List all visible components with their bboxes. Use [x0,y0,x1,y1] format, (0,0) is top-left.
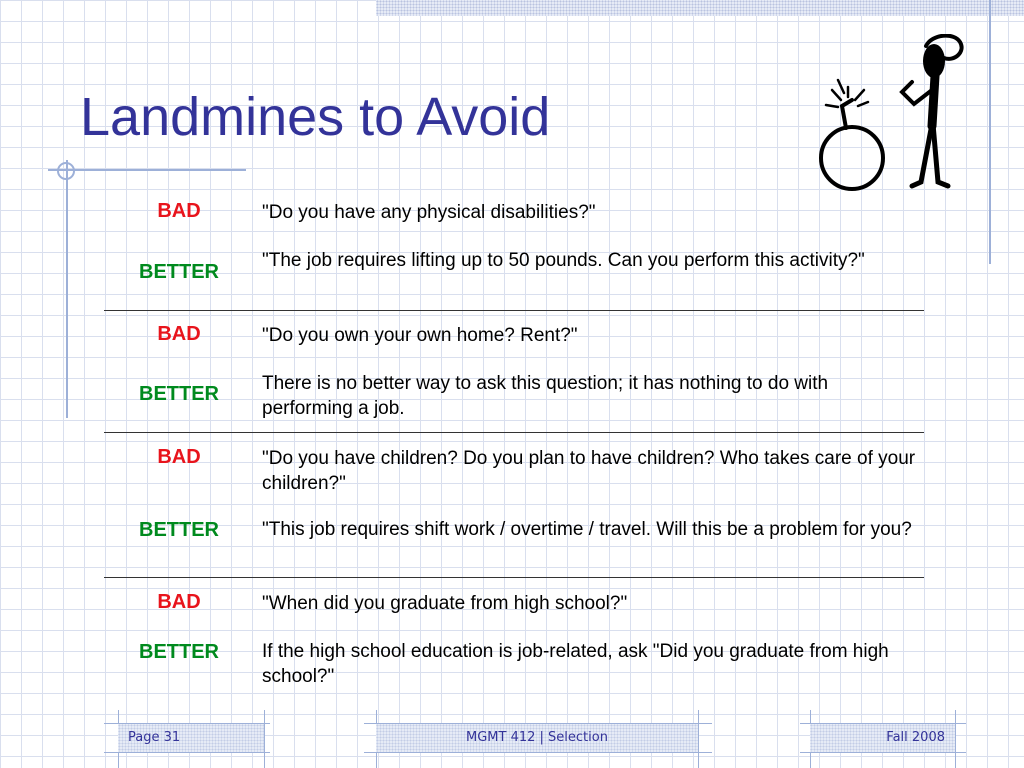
bad-label: BAD [157,446,201,468]
bad-question-text: "Do you have children? Do you plan to have children? Who takes care of your children?" [262,448,916,494]
bomb-and-stick-figure-icon [808,34,984,192]
better-question-text: If the high school education is job-related, ask "Did you graduate from high school?" [262,641,889,687]
better-label: BETTER [139,383,219,405]
better-label: BETTER [139,641,219,663]
slide-title: Landmines to Avoid [80,87,551,147]
footer-rule [698,710,699,768]
right-accent-line [989,0,991,264]
footer-page-number: Page 31 [128,730,181,745]
better-question-text: There is no better way to ask this question; it has nothing to do with performing a job. [262,373,829,419]
footer-course-title: MGMT 412 | Selection [466,730,608,745]
better-label: BETTER [139,261,219,283]
bad-label: BAD [157,200,201,222]
left-accent-line [66,160,68,418]
footer-rule [800,752,966,753]
bad-question-text: "Do you have any physical disabilities?" [262,202,596,223]
table-row [104,190,924,311]
footer-course-box [376,724,698,752]
top-decorative-band [376,0,1024,16]
landmines-table [104,190,924,698]
bad-label: BAD [157,323,201,345]
footer-rule [264,710,265,768]
bomb-icon [821,80,883,189]
footer-term-box [810,724,955,752]
crosshair-icon [52,157,80,185]
bad-question-text: "When did you graduate from high school?" [262,593,628,614]
footer-rule [364,752,712,753]
footer-rule [104,752,270,753]
footer-rule [955,710,956,768]
table-row [104,311,924,433]
better-question-text: "This job requires shift work / overtime / travel. Will this be a problem for you? [262,519,912,540]
better-question-text: "The job requires lifting up to 50 pounds. Can you perform this activity?" [262,250,865,271]
footer-page-box [118,724,264,752]
bad-label: BAD [157,591,201,613]
better-label: BETTER [139,519,219,541]
footer-term: Fall 2008 [886,730,945,745]
bad-question-text: "Do you own your own home? Rent?" [262,325,578,346]
stick-figure-icon [902,36,962,186]
table-row [104,433,924,578]
table-row [104,578,924,698]
